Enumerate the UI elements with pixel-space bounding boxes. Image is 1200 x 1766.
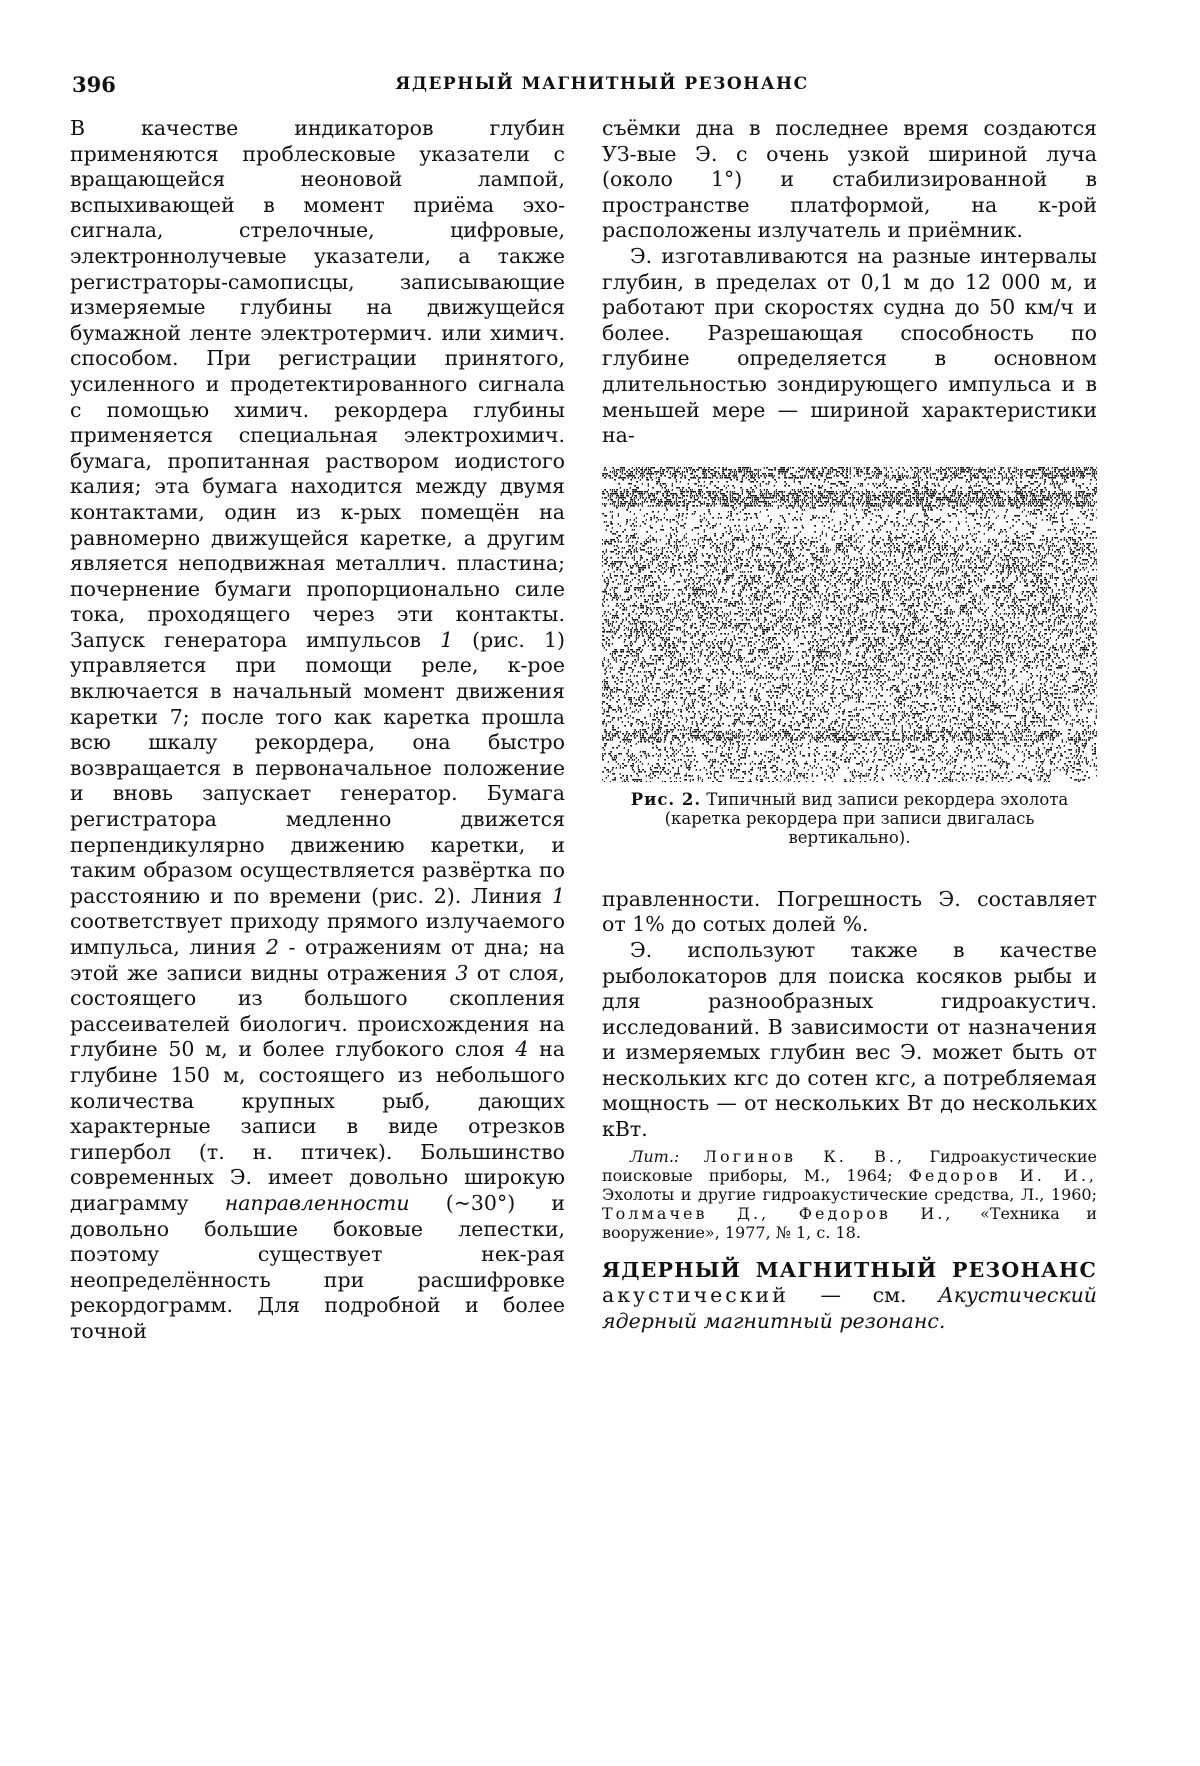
figure-number: 1 [551,883,565,908]
body-paragraph: правленности. Погрешность Э. составляет от 1% до сотых долей %. [602,886,1097,937]
entry-subheadword: акустический [602,1283,789,1308]
echogram-image [602,467,1097,782]
body-paragraph: съёмки дна в последнее время создаются УЗ-вые Э. с очень узкой шириной луча (около 1°) и стабилизированной в пространстве платформой, на к-рой расположены излучатель и приёмник. [602,116,1097,243]
body-paragraph [70,116,565,1345]
body-paragraph: Э. используют также в качестве рыболокаторов для поиска косяков рыбы и для разнообразных гидроакустич. исследований. В зависимости от назначения и измеряемых глубин вес Э. может быть от нескольких кгс до сотен кгс, а потребляемая мощность — от нескольких Вт до нескольких кВт. [602,937,1097,1142]
entry-headword: ЯДЕРНЫЙ МАГНИТНЫЙ РЕЗОНАНС [602,1257,1097,1282]
entry-see-text: — см. [788,1283,939,1308]
reference-author: Логинов К. В., [703,1146,906,1166]
reference-work: Гидроакустические поисковые приборы, М., 1964; [602,1146,1098,1185]
reference-author: Толмачев Д., Федоров И., [602,1203,954,1223]
figure-number: 2 [265,935,279,959]
dictionary-entry [602,1258,1097,1335]
text-run: от слоя, состоящего из большого скопления рассеивателей биологич. происхождения на глубине 50 м, и более глубокого слоя [70,960,565,1062]
left-column [70,116,565,1345]
literature-references [602,1147,1097,1242]
reference-author: Федоров И. И., [908,1165,1098,1185]
figure-number: 1 [440,627,454,652]
text-run: (рис. 1) управляется при помощи реле, к-рое включается в начальный момент движения каретки 7; после того как каретка прошла всю шкалу рекордера, она быстро возвращается в первоначальное положение и вновь запускает генератор. Бумага регистратора медленно движется перпендикулярно движению каретки, и таким образом осуществляется развёртка по расстоянию и по времени (рис. 2). Линия [70,627,566,908]
running-head [72,72,1132,106]
figure-caption [614,790,1085,847]
page-number: 396 [72,72,116,97]
italic-term: направленности [224,1190,410,1215]
text-run: на глубине 150 м, состоящего из небольшого количества крупных рыб, дающих характерные записи в виде отрезков гипербол (т. н. птичек). Большинство современных Э. имеет довольно широкую диаграмму [70,1037,565,1215]
text-run: - отражениям от дна; на этой же записи видны отражения [70,935,566,985]
reference-work: Эхолоты и другие гидроакустические средства, Л., 1960; [602,1184,1097,1204]
figure-number: 4 [515,1037,529,1062]
figure-caption-label: Рис. 2. [630,789,702,809]
entry-cross-reference: Акустический ядерный магнитный резонанс. [602,1283,1097,1333]
text-run: В качестве индикаторов глубин применяются проблесковые указатели с вращающейся неоновой лампой, вспыхивающей в момент приёма эхо-сигнала, стрелочные, цифровые, электроннолучевые указатели, а также регистраторы-самописцы, записывающие измеряемые глубины на движущейся бумажной ленте электротермич. или химич. способом. При регистрации принятого, усиленного и продетектированного сигнала с помощью химич. рекордера глубины применяется специальная электрохимич. бумага, пропитанная раствором иодистого калия; эта бумага находится между двумя контактами, один из к-рых помещён на равномерно движущейся каретке, а другим является неподвижная металлич. пластина; почернение бумаги пропорционально силе тока, проходящего через эти контакты. Запуск генератора импульсов [70,116,565,652]
text-run: (~30°) и довольно большие боковые лепестки, поэтому существует нек-рая неопределённость при расшифровке рекордограмм. Для подробной и более точной [70,1190,565,1343]
figure-caption-text: Типичный вид записи рекордера эхолота (каретка рекордера при записи двигалась вертикально). [664,789,1069,847]
text-run: соответствует приходу прямого излучаемого импульса, линия [70,909,565,959]
right-column [602,116,1097,1334]
figure-number: 3 [455,960,469,985]
reference-work: «Техника и вооружение», 1977, № 1, с. 18. [602,1203,1098,1242]
running-title: ЯДЕРНЫЙ МАГНИТНЫЙ РЕЗОНАНС [395,74,809,94]
body-paragraph: Э. изготавливаются на разные интервалы глубин, в пределах от 0,1 м до 12 000 м, и работают при скоростях судна до 50 км/ч и более. Разрешающая способность по глубине определяется в основном длительностью зондирующего импульса и в меньшей мере — шириной характеристики на- [602,243,1097,448]
literature-label: Лит.: [630,1146,680,1166]
figure-echogram [602,467,1097,847]
